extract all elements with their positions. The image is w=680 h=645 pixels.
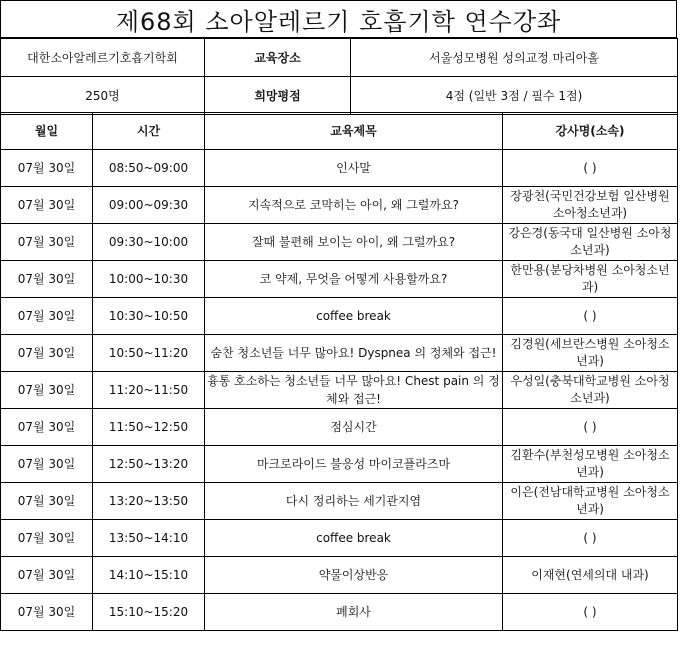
row-time: 14:10~15:10 [93, 557, 205, 594]
row-subject: 폐회사 [205, 594, 503, 631]
row-date: 07월 30일 [1, 594, 93, 631]
header-speaker: 강사명(소속) [503, 113, 678, 150]
row-subject: 지속적으로 코막히는 아이, 왜 그럴까요? [205, 187, 503, 224]
row-time: 10:30~10:50 [93, 298, 205, 335]
row-speaker: ( ) [503, 150, 678, 187]
row-date: 07월 30일 [1, 150, 93, 187]
row-subject: 흉통 호소하는 청소년들 너무 많아요! Chest pain 의 정체와 접근! [205, 372, 503, 409]
row-time: 10:00~10:30 [93, 261, 205, 298]
schedule-header-row [1, 113, 678, 150]
row-speaker: 이재현(연세의대 내과) [503, 557, 678, 594]
row-time: 09:00~09:30 [93, 187, 205, 224]
table-row [1, 409, 678, 446]
row-subject: 마크로라이드 불응성 마이코플라즈마 [205, 446, 503, 483]
organizer: 대한소아알레르기호흡기학회 [1, 39, 205, 77]
row-time: 11:50~12:50 [93, 409, 205, 446]
credit: 4점 (일반 3점 / 필수 1점) [351, 77, 678, 115]
row-speaker: 한만용(분당차병원 소아청소년과) [503, 261, 678, 298]
row-subject: 다시 정리하는 세기관지염 [205, 483, 503, 520]
header-time: 시간 [93, 113, 205, 150]
table-row [1, 557, 678, 594]
row-date: 07월 30일 [1, 335, 93, 372]
row-time: 15:10~15:20 [93, 594, 205, 631]
table-row [1, 224, 678, 261]
row-date: 07월 30일 [1, 187, 93, 224]
row-date: 07월 30일 [1, 372, 93, 409]
row-speaker: 우성일(충북대학교병원 소아청소년과) [503, 372, 678, 409]
attendees: 250명 [1, 77, 205, 115]
row-date: 07월 30일 [1, 409, 93, 446]
page-title: 제68회 소아알레르기 호흡기학 연수강좌 [0, 0, 677, 38]
row-date: 07월 30일 [1, 557, 93, 594]
info-row-venue [1, 39, 678, 77]
row-speaker: ( ) [503, 520, 678, 557]
row-time: 08:50~09:00 [93, 150, 205, 187]
row-time: 11:20~11:50 [93, 372, 205, 409]
row-date: 07월 30일 [1, 298, 93, 335]
row-time: 13:50~14:10 [93, 520, 205, 557]
row-time: 09:30~10:00 [93, 224, 205, 261]
row-date: 07월 30일 [1, 261, 93, 298]
table-row [1, 520, 678, 557]
table-row [1, 187, 678, 224]
row-speaker: 김환수(부천성모병원 소아청소년과) [503, 446, 678, 483]
schedule-table [0, 112, 678, 631]
row-speaker: 강은경(동국대 일산병원 소아청소년과) [503, 224, 678, 261]
course-info-table [0, 38, 678, 115]
row-speaker: ( ) [503, 409, 678, 446]
row-speaker: 장광천(국민건강보험 일산병원 소아청소년과) [503, 187, 678, 224]
table-row [1, 298, 678, 335]
row-speaker: 이은(전남대학교병원 소아청소년과) [503, 483, 678, 520]
row-subject: 인사말 [205, 150, 503, 187]
row-date: 07월 30일 [1, 224, 93, 261]
header-subject: 교육제목 [205, 113, 503, 150]
row-speaker: ( ) [503, 298, 678, 335]
row-time: 10:50~11:20 [93, 335, 205, 372]
credit-label: 희망평점 [205, 77, 351, 115]
row-speaker: ( ) [503, 594, 678, 631]
row-subject: 코 약제, 무엇을 어떻게 사용할까요? [205, 261, 503, 298]
row-subject: 약물이상반응 [205, 557, 503, 594]
table-row [1, 594, 678, 631]
row-date: 07월 30일 [1, 520, 93, 557]
header-date: 월일 [1, 113, 93, 150]
table-row [1, 483, 678, 520]
row-date: 07월 30일 [1, 483, 93, 520]
row-subject: coffee break [205, 520, 503, 557]
venue: 서울성모병원 성의교정 마리아홀 [351, 39, 678, 77]
info-row-credit [1, 77, 678, 115]
table-row [1, 446, 678, 483]
row-time: 12:50~13:20 [93, 446, 205, 483]
row-speaker: 김경원(세브란스병원 소아청소년과) [503, 335, 678, 372]
row-date: 07월 30일 [1, 446, 93, 483]
table-row [1, 372, 678, 409]
row-subject: coffee break [205, 298, 503, 335]
row-subject: 숨찬 청소년들 너무 많아요! Dyspnea 의 정체와 접근! [205, 335, 503, 372]
venue-label: 교육장소 [205, 39, 351, 77]
row-subject: 점심시간 [205, 409, 503, 446]
row-time: 13:20~13:50 [93, 483, 205, 520]
table-row [1, 335, 678, 372]
table-row [1, 150, 678, 187]
row-subject: 잘때 불편해 보이는 아이, 왜 그럴까요? [205, 224, 503, 261]
table-row [1, 261, 678, 298]
